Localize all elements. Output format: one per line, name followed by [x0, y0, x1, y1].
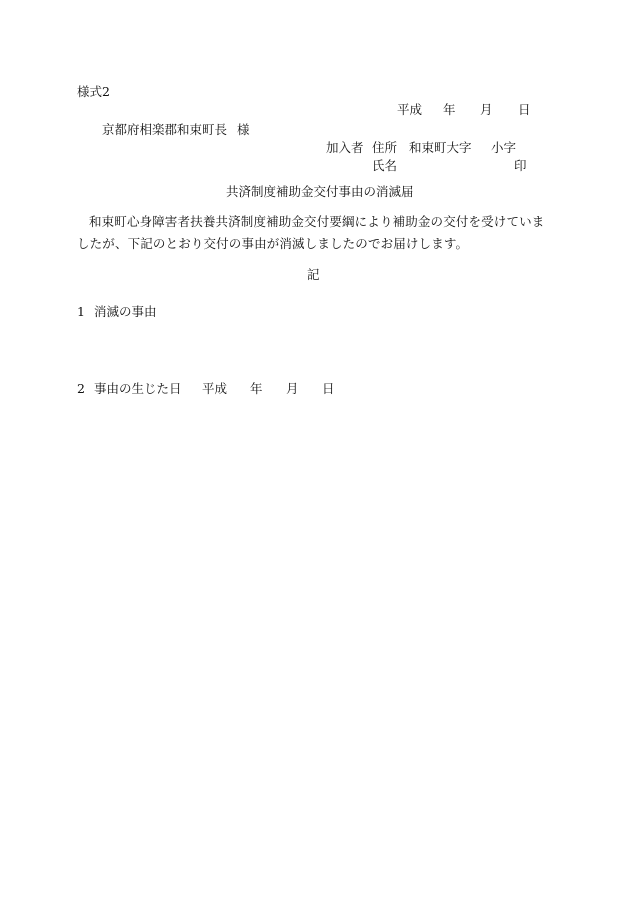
header-date-year: 年 [443, 102, 456, 117]
body-paragraph: 和束町心身障害者扶養共済制度補助金交付要綱により補助金の交付を受けていましたが、下記のとおり交付の事由が消滅しましたのでお届けします。 [77, 214, 545, 251]
item-2-era: 平成 [202, 381, 228, 396]
addressee-honorific: 様 [237, 122, 250, 137]
name-label: 氏名 [372, 158, 398, 173]
header-date-day: 日 [518, 102, 531, 117]
address-value: 和束町大字 [409, 140, 472, 155]
applicant-name-row [372, 160, 528, 173]
item-2-year: 年 [250, 381, 263, 396]
header-date-month: 月 [480, 102, 493, 117]
header-date [397, 104, 531, 117]
addressee-name: 京都府相楽郡和束町長 [102, 122, 228, 137]
item-1 [77, 306, 157, 319]
item-1-number: 1 [77, 304, 85, 319]
item-2-month: 月 [286, 381, 299, 396]
applicant-address-row [326, 142, 516, 155]
document-title: 共済制度補助金交付事由の消滅届 [226, 184, 414, 199]
item-2-label: 事由の生じた日 [94, 381, 182, 396]
address-sub: 小字 [491, 140, 517, 155]
item-2-day: 日 [322, 381, 335, 396]
ki-heading: 記 [307, 267, 320, 282]
item-2-number: 2 [77, 381, 85, 396]
form-number: 様式2 [77, 84, 110, 99]
address-label: 住所 [372, 140, 398, 155]
item-2 [77, 383, 335, 396]
seal-mark: 印 [514, 158, 527, 173]
addressee [102, 124, 250, 137]
item-1-label: 消滅の事由 [94, 304, 157, 319]
applicant-label: 加入者 [326, 140, 364, 155]
header-date-era: 平成 [397, 102, 423, 117]
